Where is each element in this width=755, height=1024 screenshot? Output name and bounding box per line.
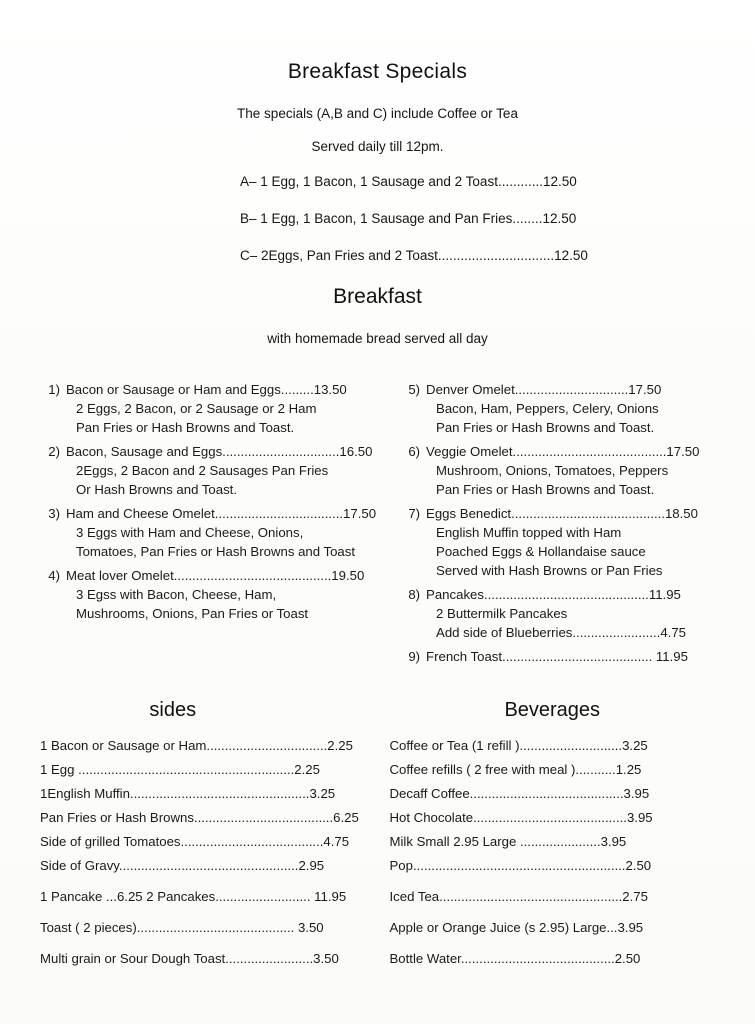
sides-row: 1 Pancake ...6.25 2 Pancakes.......................... 11.95 bbox=[40, 889, 347, 904]
beverages-row: Bottle Water..........................................2.50 bbox=[389, 951, 641, 966]
menu-item bbox=[400, 382, 715, 435]
sides-row: 1 Egg ...........................................................2.25 bbox=[40, 762, 320, 777]
item-number: 6) bbox=[408, 444, 421, 459]
menu-item bbox=[40, 506, 376, 559]
menu-item bbox=[400, 587, 715, 640]
item-description-line: Add side of Blueberries........................4.75 bbox=[436, 625, 686, 640]
item-name: Bacon or Sausage or Ham and Eggs.........13.50 bbox=[66, 382, 347, 397]
item-name: Eggs Benedict..........................................18.50 bbox=[426, 506, 698, 521]
beverages-row: Decaff Coffee..........................................3.95 bbox=[389, 786, 650, 801]
beverages-row: Coffee refills ( 2 free with meal )...........1.25 bbox=[389, 762, 642, 777]
menu-item bbox=[400, 506, 715, 578]
item-description-line: 3 Egss with Bacon, Cheese, Ham, bbox=[76, 587, 277, 602]
item-description-line: Pan Fries or Hash Browns and Toast. bbox=[436, 482, 655, 497]
item-name: Ham and Cheese Omelet...................................17.50 bbox=[66, 506, 377, 521]
item-number: 7) bbox=[408, 506, 421, 521]
item-description-line: Served with Hash Browns or Pan Fries bbox=[436, 563, 663, 578]
item-name: Pancakes.............................................11.95 bbox=[426, 587, 681, 602]
item-description-line: English Muffin topped with Ham bbox=[436, 525, 622, 540]
beverages-row: Iced Tea..................................................2.75 bbox=[389, 889, 648, 904]
special-line-c: C– 2Eggs, Pan Fries and 2 Toast...............................12.50 bbox=[240, 248, 588, 263]
specials-subtitle-1: The specials (A,B and C) include Coffee or Tea bbox=[237, 106, 518, 121]
sides-row: Multi grain or Sour Dough Toast........................3.50 bbox=[40, 951, 339, 966]
item-number: 8) bbox=[408, 587, 421, 602]
item-number: 1) bbox=[48, 382, 60, 397]
sides-row: 1 Bacon or Sausage or Ham.................................2.25 bbox=[40, 738, 353, 753]
menu-item bbox=[40, 568, 376, 621]
item-description-line: Tomatoes, Pan Fries or Hash Browns and Toast bbox=[76, 544, 356, 559]
menu-item bbox=[40, 382, 376, 435]
item-description-line: Poached Eggs & Hollandaise sauce bbox=[436, 544, 646, 559]
beverages-row: Coffee or Tea (1 refill )............................3.25 bbox=[389, 738, 648, 753]
item-number: 5) bbox=[408, 382, 421, 397]
breakfast-right-column bbox=[400, 382, 715, 673]
special-line-a: A– 1 Egg, 1 Bacon, 1 Sausage and 2 Toast............12.50 bbox=[240, 174, 577, 189]
item-description-line: Pan Fries or Hash Browns and Toast. bbox=[76, 420, 295, 435]
item-number: 3) bbox=[48, 506, 60, 521]
item-name: Denver Omelet...............................17.50 bbox=[426, 382, 662, 397]
beverages-row: Pop..........................................................2.50 bbox=[389, 858, 652, 873]
breakfast-left-column bbox=[40, 382, 376, 673]
item-name: Meat lover Omelet...........................................19.50 bbox=[66, 568, 365, 583]
item-description-line: 2 Buttermilk Pancakes bbox=[436, 606, 568, 621]
breakfast-columns bbox=[40, 382, 715, 673]
menu-item bbox=[40, 444, 376, 497]
sides-row: Pan Fries or Hash Browns......................................6.25 bbox=[40, 810, 359, 825]
menu-item bbox=[400, 444, 715, 497]
sides-row: 1English Muffin.................................................3.25 bbox=[40, 786, 336, 801]
item-description-line: Bacon, Ham, Peppers, Celery, Onions bbox=[436, 401, 659, 416]
specials-subtitle-2: Served daily till 12pm. bbox=[311, 139, 444, 154]
item-description-line: 3 Eggs with Ham and Cheese, Onions, bbox=[76, 525, 304, 540]
breakfast-title: Breakfast bbox=[333, 285, 422, 308]
item-number: 4) bbox=[48, 568, 60, 583]
beverages-section bbox=[390, 699, 716, 975]
sides-row: Toast ( 2 pieces)........................................... 3.50 bbox=[40, 920, 324, 935]
item-description-line: Mushrooms, Onions, Pan Fries or Toast bbox=[76, 606, 309, 621]
special-line-b: B– 1 Egg, 1 Bacon, 1 Sausage and Pan Fries........12.50 bbox=[240, 211, 577, 226]
sides-row: Side of Gravy.................................................2.95 bbox=[40, 858, 325, 873]
item-description-line: Pan Fries or Hash Browns and Toast. bbox=[436, 420, 655, 435]
lower-sections bbox=[40, 699, 715, 975]
item-number: 2) bbox=[48, 444, 60, 459]
item-description-line: 2 Eggs, 2 Bacon, or 2 Sausage or 2 Ham bbox=[76, 401, 317, 416]
beverages-row: Apple or Orange Juice (s 2.95) Large...3.95 bbox=[389, 920, 644, 935]
sides-row: Side of grilled Tomatoes.......................................4.75 bbox=[40, 834, 350, 849]
item-name: French Toast......................................... 11.95 bbox=[426, 649, 688, 664]
item-description-line: 2Eggs, 2 Bacon and 2 Sausages Pan Fries bbox=[76, 463, 329, 478]
item-number: 9) bbox=[408, 649, 421, 664]
beverages-title: Beverages bbox=[504, 699, 601, 721]
menu-item bbox=[400, 649, 715, 664]
beverages-row: Milk Small 2.95 Large ......................3.95 bbox=[389, 834, 627, 849]
sides-title: sides bbox=[149, 699, 197, 721]
sides-section bbox=[40, 699, 366, 975]
breakfast-subtitle: with homemade bread served all day bbox=[267, 331, 488, 346]
item-name: Veggie Omelet..........................................17.50 bbox=[426, 444, 700, 459]
beverages-row: Hot Chocolate..........................................3.95 bbox=[389, 810, 653, 825]
item-description-line: Mushroom, Onions, Tomatoes, Peppers bbox=[436, 463, 669, 478]
item-name: Bacon, Sausage and Eggs................................16.50 bbox=[66, 444, 373, 459]
breakfast-specials-title: Breakfast Specials bbox=[287, 60, 468, 83]
item-description-line: Or Hash Browns and Toast. bbox=[76, 482, 238, 497]
